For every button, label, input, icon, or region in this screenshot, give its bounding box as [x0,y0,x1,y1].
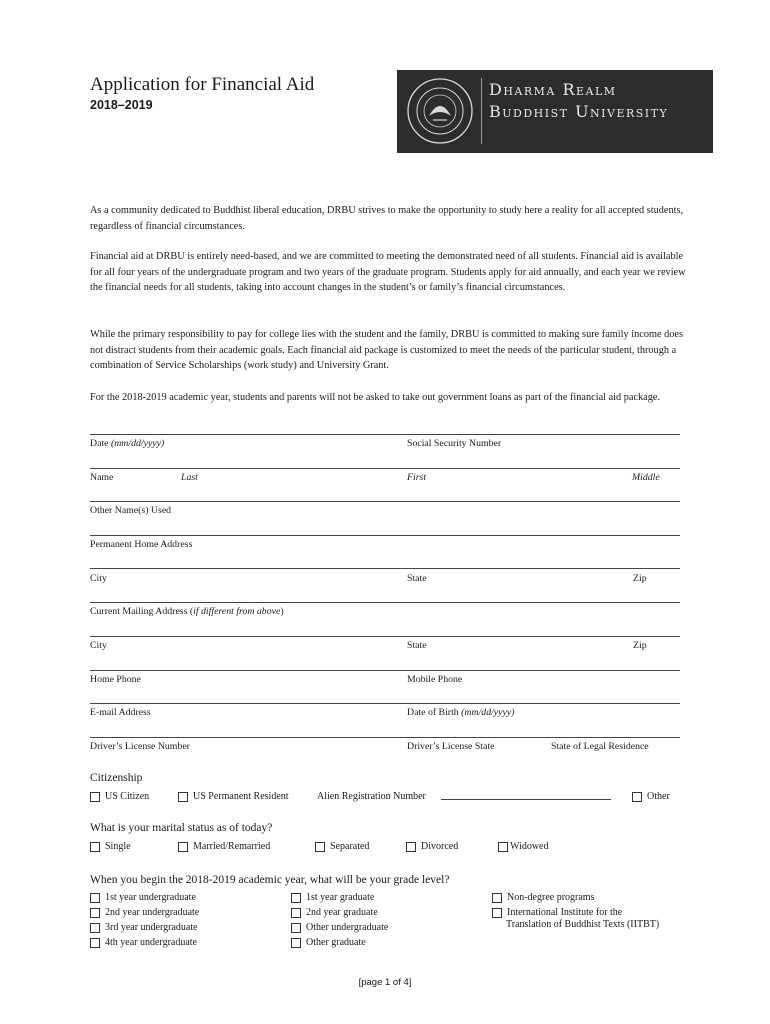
grade-option[interactable]: 3rd year undergraduate [90,922,198,933]
ssn-label: Social Security Number [407,438,502,449]
mailing-city-label: City [90,640,107,651]
grade-option-iitbt[interactable]: International Institute for the [492,907,622,918]
citizenship-heading: Citizenship [90,772,143,784]
checkbox[interactable] [406,842,416,852]
field-rule [90,568,680,569]
checkbox[interactable] [90,908,100,918]
checkbox[interactable] [90,923,100,933]
page-number: [page 1 of 4] [358,977,412,988]
checkbox[interactable] [291,938,301,948]
field-rule [90,501,680,502]
grade-option[interactable]: Other graduate [291,937,366,948]
checkbox[interactable] [90,938,100,948]
email-label: E-mail Address [90,707,151,718]
mailing-zip-label: Zip [633,640,647,651]
checkbox[interactable] [291,893,301,903]
checkbox[interactable] [178,792,188,802]
grade-option[interactable]: 4th year undergraduate [90,937,197,948]
dl-state-label: Driver’s License State [407,741,495,752]
us-citizen-option[interactable]: US Citizen [90,791,149,802]
field-rule [90,670,680,671]
checkbox[interactable] [178,842,188,852]
marital-option-single[interactable]: Single [90,841,131,852]
field-rule [90,434,680,435]
marital-option-married[interactable]: Married/Remarried [178,841,270,852]
intro-paragraph-4: For the 2018-2019 academic year, students and parents will not be asked to take out government loans as part of the financial aid package. [90,392,661,403]
iitbt-label-continued: Translation of Buddhist Texts (IITBT) [506,919,660,930]
date-label: Date (mm/dd/yyyy) [90,438,165,449]
checkbox[interactable] [492,908,502,918]
marital-status-heading: What is your marital status as of today? [90,822,273,834]
marital-option-separated[interactable]: Separated [315,841,369,852]
dl-number-label: Driver’s License Number [90,741,190,752]
other-names-label: Other Name(s) Used [90,505,172,516]
logo-text-line1: Dharma Realm [489,80,617,99]
grade-option-non-degree[interactable]: Non-degree programs [492,892,594,903]
checkbox[interactable] [291,923,301,933]
middle-name-label: Middle [632,472,660,483]
dob-label: Date of Birth (mm/dd/yyyy) [407,707,515,718]
alien-registration-label: Alien Registration Number [317,791,426,802]
first-name-label: First [407,472,427,483]
grade-option[interactable]: 2nd year graduate [291,907,378,918]
academic-year: 2018–2019 [90,98,153,112]
state-label: State [407,573,427,584]
field-rule [90,602,680,603]
last-name-label: Last [181,472,198,483]
legal-residence-label: State of Legal Residence [551,741,649,752]
zip-label: Zip [633,573,647,584]
checkbox[interactable] [90,842,100,852]
other-citizenship-option[interactable]: Other [632,791,670,802]
marital-option-widowed[interactable]: Widowed [498,841,548,852]
mobile-phone-label: Mobile Phone [407,674,463,685]
checkbox[interactable] [90,893,100,903]
alien-registration-input[interactable] [441,799,611,800]
logo-divider [481,78,482,144]
mailing-state-label: State [407,640,427,651]
us-permanent-resident-option[interactable]: US Permanent Resident [178,791,289,802]
university-seal-icon [405,76,475,146]
intro-paragraph-1: As a community dedicated to Buddhist liberal education, DRBU strives to make the opportunity to study here a reality for all accepted students, regardless of financial circumstances. [90,205,684,232]
checkbox[interactable] [632,792,642,802]
grade-level-heading: When you begin the 2018-2019 academic year, what will be your grade level? [90,874,450,886]
intro-paragraph-2: Financial aid at DRBU is entirely need-based, and we are committed to meeting the demonstrated need of all students. Financial aid is available for all four years of the undergraduate program and two years of the graduate program. Students apply for aid annually, and each year we review the financial needs for all students, taking into account changes in the student’s or family’s financial circumstances. [90,251,686,293]
checkbox[interactable] [492,893,502,903]
grade-option[interactable]: 1st year graduate [291,892,374,903]
grade-option[interactable]: Other undergraduate [291,922,388,933]
mailing-address-label: Current Mailing Address (if different from above) [90,606,284,617]
grade-option[interactable]: 2nd year undergraduate [90,907,199,918]
logo-text-line2: Buddhist University [489,102,669,121]
page-title: Application for Financial Aid [90,74,315,95]
university-logo [397,70,713,153]
city-label: City [90,573,107,584]
checkbox[interactable] [90,792,100,802]
grade-option[interactable]: 1st year undergraduate [90,892,196,903]
checkbox[interactable] [291,908,301,918]
permanent-address-label: Permanent Home Address [90,539,193,550]
field-rule [90,535,680,536]
field-rule [90,737,680,738]
marital-option-divorced[interactable]: Divorced [406,841,458,852]
name-label: Name [90,472,114,483]
field-rule [90,468,680,469]
intro-paragraph-3: While the primary responsibility to pay for college lies with the student and the family, DRBU is committed to making sure family income does not distract students from their academic goals. Each financial aid package is customized to meet the needs of the particular student, through a combination of Service Scholarships (work study) and University Grant. [90,329,683,371]
field-rule [90,703,680,704]
checkbox[interactable] [315,842,325,852]
home-phone-label: Home Phone [90,674,141,685]
checkbox[interactable] [498,842,508,852]
field-rule [90,636,680,637]
